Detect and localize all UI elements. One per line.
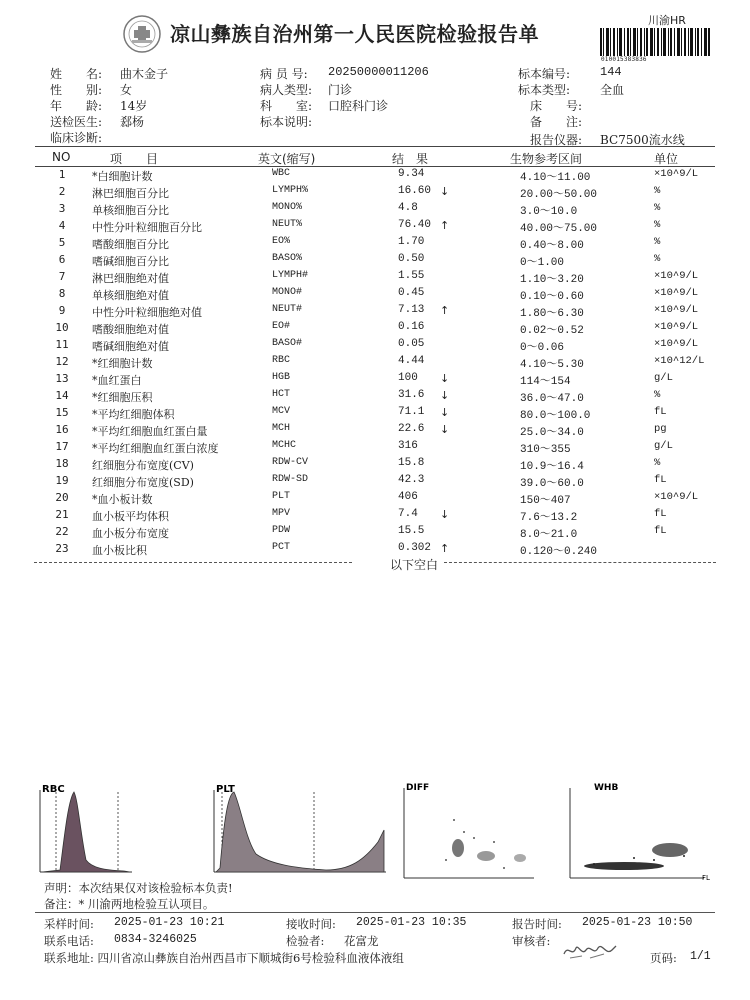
row-no: 8 [58, 287, 66, 300]
row-item: 血小板平均体积 [92, 510, 169, 523]
row-abbr: PLT [272, 491, 291, 502]
row-no: 2 [58, 185, 66, 198]
row-result: 0.302 [398, 542, 432, 554]
row-result: 4.8 [398, 202, 418, 214]
row-result: 9.34 [398, 168, 425, 180]
row-unit: % [654, 389, 661, 401]
table-row [0, 440, 750, 457]
row-result: 100 [398, 372, 418, 384]
fl-label: FL [702, 874, 710, 880]
row-item: *平均红细胞体积 [92, 408, 175, 421]
row-result: 15.5 [398, 525, 425, 537]
row-item: *血小板计数 [92, 493, 153, 506]
row-ref: 0～0.06 [520, 342, 565, 354]
row-result: 42.3 [398, 474, 425, 486]
row-flag: ↓ [440, 185, 450, 198]
table-row [0, 270, 750, 287]
diagnosis-label: 临床诊断: [50, 131, 103, 145]
col-ref: 生物参考区间 [510, 152, 583, 166]
phone-label: 联系电话: [44, 934, 94, 948]
sample-time: 2025-01-23 10:21 [114, 916, 225, 929]
row-ref: 80.0～100.0 [520, 410, 591, 422]
table-row [0, 321, 750, 338]
receive-time-label: 接收时间: [286, 917, 336, 931]
row-abbr: BASO# [272, 338, 303, 349]
specimen-no-label: 标本编号: [518, 67, 571, 81]
row-ref: 310～355 [520, 444, 571, 456]
row-abbr: MPV [272, 508, 291, 519]
footer-remark: 备注：* 川渝两地检验互认项目。 [44, 897, 215, 911]
row-result: 15.8 [398, 457, 425, 469]
row-no: 10 [55, 321, 69, 334]
rbc-label: RBC [42, 784, 65, 795]
table-row [0, 253, 750, 270]
hospital-logo-icon [122, 14, 162, 54]
row-item: 淋巴细胞绝对值 [92, 272, 169, 285]
row-no: 22 [55, 525, 69, 538]
table-row [0, 491, 750, 508]
row-abbr: EO% [272, 236, 291, 247]
row-no: 20 [55, 491, 69, 504]
row-unit: % [654, 202, 661, 214]
sex-label: 性 别: [50, 83, 103, 97]
row-unit: pg [654, 423, 667, 435]
row-unit: ×10^9/L [654, 168, 699, 180]
col-result: 结 果 [392, 152, 429, 166]
remark-label: 备 注: [530, 115, 583, 129]
row-no: 16 [55, 423, 69, 436]
row-abbr: WBC [272, 168, 291, 179]
reviewer-label: 审核者: [512, 934, 551, 948]
row-ref: 1.10～3.20 [520, 274, 584, 286]
table-row [0, 406, 750, 423]
row-result: 0.16 [398, 321, 425, 333]
patient-type: 门诊 [328, 83, 353, 97]
row-item: 单核细胞百分比 [92, 204, 169, 217]
row-no: 6 [58, 253, 66, 266]
row-result: 7.13 [398, 304, 425, 316]
bed-label: 床 号: [530, 99, 583, 113]
row-item: *红细胞计数 [92, 357, 153, 370]
patient-name: 曲木金子 [120, 67, 169, 81]
row-unit: fL [654, 474, 667, 486]
specimen-number: 144 [600, 65, 622, 79]
row-item: *平均红细胞血红蛋白浓度 [92, 442, 219, 455]
barcode-number: 010015383836 [601, 56, 647, 63]
row-abbr: MONO# [272, 287, 303, 298]
row-abbr: HCT [272, 389, 291, 400]
table-row [0, 185, 750, 202]
row-ref: 4.10～11.00 [520, 172, 591, 184]
row-result: 7.4 [398, 508, 418, 520]
row-unit: % [654, 185, 661, 197]
row-no: 3 [58, 202, 66, 215]
row-item: *平均红细胞血红蛋白量 [92, 425, 208, 438]
row-abbr: BASO% [272, 253, 303, 264]
patient-sex: 女 [120, 83, 133, 97]
corner-mark: 川渝HR [648, 14, 686, 27]
row-result: 0.45 [398, 287, 425, 299]
row-result: 4.44 [398, 355, 425, 367]
row-item: 中性分叶粒细胞百分比 [92, 221, 202, 234]
hematology-graphs [34, 780, 716, 880]
row-ref: 114～154 [520, 376, 571, 388]
row-unit: ×10^12/L [654, 355, 705, 367]
table-row [0, 338, 750, 355]
row-no: 15 [55, 406, 69, 419]
row-unit: % [654, 253, 661, 265]
table-row [0, 423, 750, 440]
row-unit: fL [654, 525, 667, 537]
row-ref: 40.00～75.00 [520, 223, 598, 235]
patient-age: 14岁 [120, 99, 148, 113]
instrument-name: BC7500流水线 [600, 133, 685, 147]
row-abbr: LYMPH% [272, 185, 309, 196]
barcode-icon [600, 28, 710, 56]
row-unit: ×10^9/L [654, 287, 699, 299]
row-no: 17 [55, 440, 69, 453]
row-unit: ×10^9/L [654, 270, 699, 282]
table-row [0, 508, 750, 525]
blank-dash-right [444, 562, 716, 563]
row-ref: 8.0～21.0 [520, 529, 578, 541]
row-result: 0.05 [398, 338, 425, 350]
row-ref: 36.0～47.0 [520, 393, 584, 405]
row-unit: fL [654, 406, 667, 418]
row-item: 嗜酸细胞百分比 [92, 238, 169, 251]
row-abbr: RDW-SD [272, 474, 309, 485]
row-no: 23 [55, 542, 69, 555]
row-flag: ↓ [440, 372, 450, 385]
row-abbr: MONO% [272, 202, 303, 213]
row-no: 13 [55, 372, 69, 385]
table-row [0, 542, 750, 559]
col-unit: 单位 [654, 152, 679, 166]
patient-type-label: 病人类型: [260, 83, 313, 97]
row-ref: 0.120～0.240 [520, 546, 598, 558]
whb-label: WHB [594, 783, 619, 793]
row-item: 嗜酸细胞绝对值 [92, 323, 169, 336]
row-item: 红细胞分布宽度(CV) [92, 459, 194, 472]
row-flag: ↑ [440, 304, 450, 317]
diff-label: DIFF [406, 783, 430, 793]
inspector-name: 花富龙 [344, 934, 379, 948]
row-flag: ↑ [440, 219, 450, 232]
row-item: *红细胞压积 [92, 391, 153, 404]
table-row [0, 236, 750, 253]
row-abbr: PDW [272, 525, 291, 536]
row-abbr: MCHC [272, 440, 297, 451]
blank-text: 以下空白 [386, 556, 442, 573]
col-item: 项 目 [110, 152, 159, 166]
table-top-rule [35, 146, 715, 147]
row-item: 中性分叶粒细胞绝对值 [92, 306, 202, 319]
row-unit: ×10^9/L [654, 491, 699, 503]
table-row [0, 202, 750, 219]
table-row [0, 525, 750, 542]
row-unit: % [654, 457, 661, 469]
row-no: 14 [55, 389, 69, 402]
row-flag: ↓ [440, 389, 450, 402]
row-unit: ×10^9/L [654, 304, 699, 316]
table-row [0, 389, 750, 406]
instrument-label: 报告仪器: [530, 133, 583, 147]
row-flag: ↑ [440, 542, 450, 555]
row-ref: 20.00～50.00 [520, 189, 598, 201]
row-item: 血小板分布宽度 [92, 527, 169, 540]
row-ref: 4.10～5.30 [520, 359, 584, 371]
row-result: 406 [398, 491, 418, 503]
whb-scattergram [570, 783, 710, 880]
inspector-label: 检验者: [286, 934, 325, 948]
department: 口腔科门诊 [328, 99, 389, 113]
row-abbr: EO# [272, 321, 291, 332]
report-title: 凉山彝族自治州第一人民医院检验报告单 [170, 22, 539, 46]
phone-number: 0834-3246025 [114, 933, 197, 946]
statement: 声明：本次结果仅对该检验标本负责! [44, 881, 233, 895]
dept-label: 科 室: [260, 99, 313, 113]
table-row [0, 457, 750, 474]
page-number: 1/1 [690, 950, 711, 963]
row-abbr: RBC [272, 355, 291, 366]
plt-label: PLT [216, 784, 235, 795]
row-no: 7 [58, 270, 66, 283]
row-abbr: LYMPH# [272, 270, 309, 281]
row-ref: 0.10～0.60 [520, 291, 584, 303]
row-unit: ×10^9/L [654, 338, 699, 350]
table-row [0, 372, 750, 389]
specimen-note-label: 标本说明: [260, 115, 313, 129]
row-ref: 1.80～6.30 [520, 308, 584, 320]
row-result: 1.70 [398, 236, 425, 248]
row-unit: % [654, 219, 661, 231]
plt-histogram [214, 784, 386, 872]
row-no: 21 [55, 508, 69, 521]
reviewer-signature [560, 938, 620, 962]
row-abbr: PCT [272, 542, 291, 553]
row-no: 1 [58, 168, 66, 181]
age-label: 年 龄: [50, 99, 103, 113]
blank-marker [34, 560, 716, 570]
row-item: 红细胞分布宽度(SD) [92, 476, 194, 489]
record-label: 病 员 号: [260, 67, 308, 81]
report-time: 2025-01-23 10:50 [582, 916, 693, 929]
row-abbr: RDW-CV [272, 457, 309, 468]
table-row [0, 168, 750, 185]
row-abbr: NEUT% [272, 219, 303, 230]
row-result: 76.40 [398, 219, 432, 231]
row-item: 淋巴细胞百分比 [92, 187, 169, 200]
row-item: 血小板比积 [92, 544, 147, 557]
record-number: 20250000011206 [328, 65, 429, 79]
row-item: *血红蛋白 [92, 374, 142, 387]
row-abbr: MCH [272, 423, 291, 434]
row-result: 16.60 [398, 185, 432, 197]
doctor-label: 送检医生: [50, 115, 103, 129]
table-header-rule [35, 166, 715, 167]
row-ref: 3.0～10.0 [520, 206, 578, 218]
row-ref: 0.40～8.00 [520, 240, 584, 252]
receive-time: 2025-01-23 10:35 [356, 916, 467, 929]
row-item: 嗜碱细胞百分比 [92, 255, 169, 268]
row-no: 11 [55, 338, 69, 351]
table-row [0, 474, 750, 491]
sample-time-label: 采样时间: [44, 917, 94, 931]
name-label: 姓 名: [50, 67, 103, 81]
row-ref: 150～407 [520, 495, 571, 507]
table-row [0, 287, 750, 304]
row-ref: 0～1.00 [520, 257, 565, 269]
row-unit: fL [654, 508, 667, 520]
row-unit: g/L [654, 440, 673, 452]
row-result: 22.6 [398, 423, 425, 435]
doctor-name: 郄杨 [120, 115, 145, 129]
row-no: 18 [55, 457, 69, 470]
row-ref: 25.0～34.0 [520, 427, 584, 439]
row-result: 1.55 [398, 270, 425, 282]
row-item: *白细胞计数 [92, 170, 153, 183]
table-row [0, 219, 750, 236]
row-result: 316 [398, 440, 418, 452]
row-unit: % [654, 236, 661, 248]
row-no: 4 [58, 219, 66, 232]
rbc-histogram [40, 784, 132, 872]
specimen-type-label: 标本类型: [518, 83, 571, 97]
row-ref: 39.0～60.0 [520, 478, 584, 490]
row-abbr: HGB [272, 372, 291, 383]
row-no: 9 [58, 304, 66, 317]
row-no: 19 [55, 474, 69, 487]
row-no: 12 [55, 355, 69, 368]
row-no: 5 [58, 236, 66, 249]
row-ref: 10.9～16.4 [520, 461, 584, 473]
row-ref: 0.02～0.52 [520, 325, 584, 337]
diff-scattergram [404, 783, 534, 878]
table-row [0, 355, 750, 372]
row-flag: ↓ [440, 423, 450, 436]
row-result: 31.6 [398, 389, 425, 401]
page-label: 页码: [650, 951, 677, 965]
row-ref: 7.6～13.2 [520, 512, 578, 524]
row-unit: ×10^9/L [654, 321, 699, 333]
row-flag: ↓ [440, 406, 450, 419]
row-unit: g/L [654, 372, 673, 384]
specimen-type: 全血 [600, 83, 625, 97]
col-abbr: 英文(缩写) [258, 152, 316, 166]
row-flag: ↓ [440, 508, 450, 521]
footer-rule [35, 912, 715, 913]
row-item: 单核细胞绝对值 [92, 289, 169, 302]
row-result: 0.50 [398, 253, 425, 265]
table-row [0, 304, 750, 321]
row-result: 71.1 [398, 406, 425, 418]
row-abbr: NEUT# [272, 304, 303, 315]
address: 联系地址: 四川省凉山彝族自治州西昌市下顺城街6号检验科血液体液组 [44, 951, 404, 965]
blank-dash-left [34, 562, 352, 563]
row-item: 嗜碱细胞绝对值 [92, 340, 169, 353]
col-no: NO [52, 150, 71, 164]
report-time-label: 报告时间: [512, 917, 562, 931]
row-abbr: MCV [272, 406, 291, 417]
